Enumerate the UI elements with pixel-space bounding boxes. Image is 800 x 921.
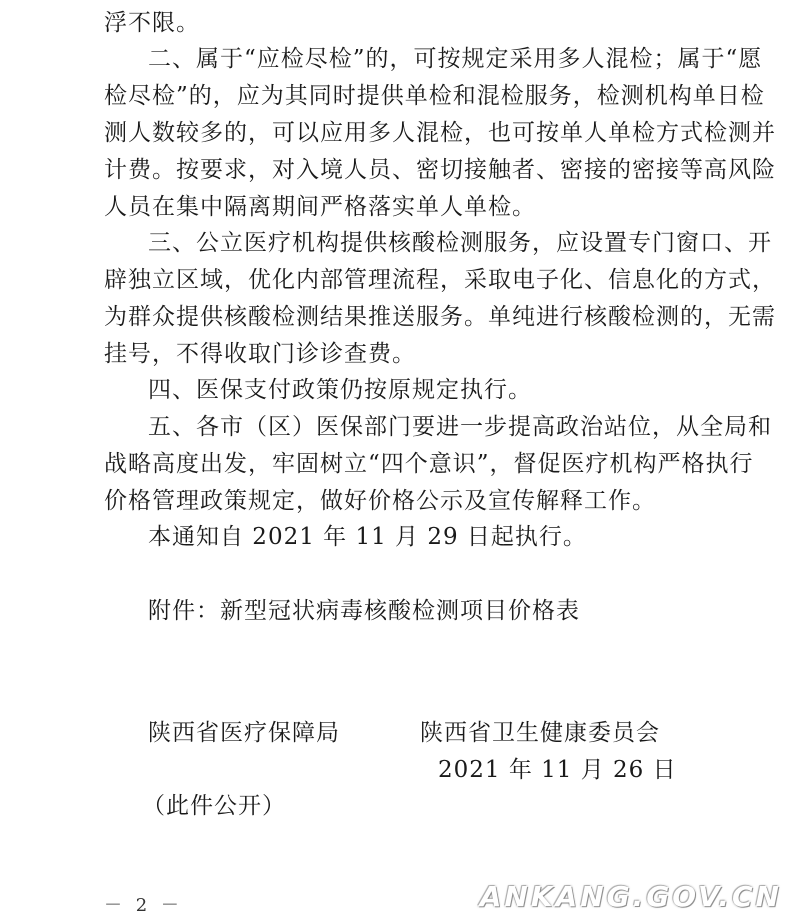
body-line-4: 测人数较多的，可以应用多人混检，也可按单人单检方式检测并: [104, 120, 776, 146]
body-line-12: 五、各市（区）医保部门要进一步提高政治站位，从全局和: [148, 414, 772, 440]
body-line-9: 为群众提供核酸检测结果推送服务。单纯进行核酸检测的，无需: [104, 304, 776, 330]
body-line-7: 三、公立医疗机构提供核酸检测服务，应设置专门窗口、开: [148, 230, 772, 256]
effective-date-line: 本通知自 2021 年 11 月 29 日起执行。: [148, 524, 587, 550]
issue-date: 2021 年 11 月 26 日: [438, 757, 677, 783]
body-line-11: 四、医保支付政策仍按原规定执行。: [148, 377, 532, 403]
body-line-10: 挂号，不得收取门诊诊查费。: [104, 341, 416, 367]
issuer-health-commission: 陕西省卫生健康委员会: [420, 720, 660, 746]
body-line-2: 二、属于“应检尽检”的，可按规定采用多人混检；属于“愿: [148, 46, 763, 72]
attachment-line: 附件：新型冠状病毒核酸检测项目价格表: [148, 598, 580, 624]
body-line-13: 战略高度出发，牢固树立“四个意识”，督促医疗机构严格执行: [104, 451, 754, 477]
body-line-14: 价格管理政策规定，做好价格公示及宣传解释工作。: [104, 488, 656, 514]
disclosure-note: （此件公开）: [142, 793, 286, 819]
issuer-medical-security: 陕西省医疗保障局: [148, 720, 340, 746]
body-line-1: 浮不限。: [104, 10, 200, 36]
site-watermark: ANKANG.GOV.CN: [479, 880, 782, 913]
body-line-8: 辟独立区域，优化内部管理流程，采取电子化、信息化的方式，: [104, 267, 776, 293]
body-line-6: 人员在集中隔离期间严格落实单人单检。: [104, 194, 536, 220]
body-line-5: 计费。按要求，对入境人员、密切接触者、密接的密接等高风险: [104, 157, 776, 183]
body-line-3: 检尽检”的，应为其同时提供单检和混检服务，检测机构单日检: [104, 83, 765, 109]
page-number: － 2 －: [104, 895, 183, 916]
